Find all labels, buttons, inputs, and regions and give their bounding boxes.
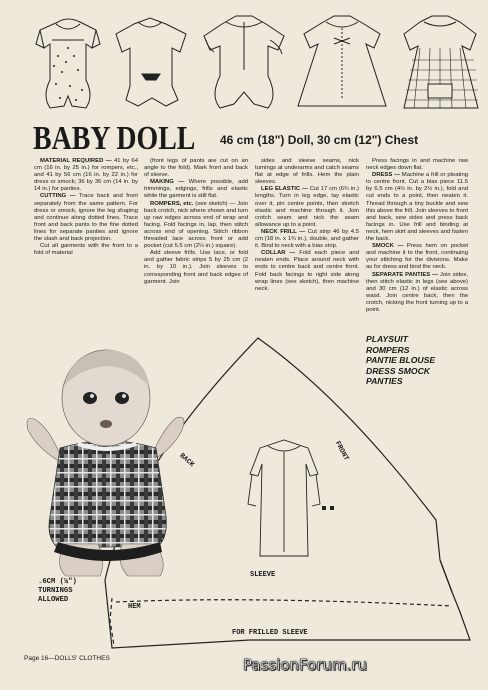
instruction-text: Press hem on pocket and machine it to the front, continuing your stitching for the divisions. Make as for dress and bind the neck. (366, 243, 468, 271)
project-item: DRESS SMOCK (366, 365, 430, 376)
garment-sketches (0, 0, 488, 120)
instruction-paragraph (144, 179, 248, 200)
turnings-note (38, 578, 77, 605)
article-subtitle: 46 cm (18") Doll, 30 cm (12") Chest (220, 133, 419, 147)
instruction-text: Add sleeve frills. Use lace, or fold and gather fabric strips 5 by 25 cm (2 in. by 10 in.). Join sleeves to corresponding front and back edges of garment. Join (144, 250, 248, 285)
instruction-paragraph (34, 193, 138, 243)
instruction-paragraph (144, 201, 248, 251)
turnings-line: .6CM (¼") (38, 578, 77, 586)
project-item: PANTIES (366, 376, 403, 386)
instruction-paragraph (255, 229, 359, 250)
instruction-heading: SMOCK — (372, 243, 404, 250)
project-item: PLAYSUIT (366, 334, 408, 344)
article-title: BABY DOLL (33, 120, 196, 157)
sketch-dress (298, 16, 386, 106)
instruction-text: Fold each piece and neaten ends. Place around neck with ends to centre back and centre front. Fold back facings to right side along wrap lines (see sketch), then machine neck. (255, 250, 359, 292)
instruction-paragraph (366, 158, 468, 172)
instruction-text: Join sides, then stitch elastic in legs (see above) and 30 cm (12 in.) of elastic across waist. Join centre back, then the crotch, nicking the front turning up to a point. (366, 271, 468, 313)
instruction-paragraph (366, 172, 468, 243)
instruction-heading: MATERIAL REQUIRED — (40, 158, 112, 164)
instruction-text: Press facings in and machine raw neck edges down flat. (366, 158, 468, 172)
instructions-column-3 (255, 158, 359, 293)
instruction-heading: LEG ELASTIC — (261, 186, 308, 193)
instruction-text: Trace back and front separately from the same pattern. For dress or smock, ignore the leg shaping and continue along dotted lines. Trace front and back pants to the fine dotted lines for separate panties and ignore the slash and back projection. (34, 193, 138, 243)
label-hem: HEM (128, 603, 141, 611)
watermark: PassionForum.ru (243, 656, 368, 674)
label-frilled-sleeve: FOR FRILLED SLEEVE (232, 629, 308, 637)
instruction-heading: COLLAR — (261, 250, 296, 257)
instruction-text: Cut 17 cm (6¾ in.) lengths. Turn in leg edge, lay elastic over it, pin centre points, then stretch elastic and machine through it. Join crotch seam and nick the seam allowance up to a point. (255, 186, 359, 228)
notch-marks (322, 506, 334, 510)
project-item: ROMPERS (366, 344, 410, 355)
instruction-paragraph (144, 158, 248, 179)
turnings-line: ALLOWED (38, 596, 69, 604)
instruction-heading: NECK FRILL — (261, 228, 306, 235)
instruction-heading: MAKING — (150, 179, 185, 186)
instructions-column-4 (366, 158, 468, 314)
doll-photo (18, 338, 198, 578)
instruction-heading: ROMPERS, etc. (150, 200, 194, 207)
project-item: PANTIE BLOUSE (366, 355, 436, 365)
instruction-text: Where possible, add trimmings, edgings, frills and elastic while the garment is still flat. (144, 179, 248, 200)
instruction-paragraph (366, 272, 468, 315)
project-list (366, 334, 435, 387)
instruction-text: Cut all garments with the front to a fold of material (34, 243, 138, 257)
label-sleeve: SLEEVE (250, 571, 276, 579)
instruction-paragraph (34, 158, 138, 193)
instruction-paragraph (144, 250, 248, 285)
instruction-text: (see sketch) — Join back crotch, nick where shown and turn up raw edges across end of wrap and facing. Fold facings in, lap, then stitch across end of opening. Stitch ribbon threaded lace across front or add pocket (cut 5.5 cm (2¼ in.) square). (144, 200, 248, 250)
instruction-heading: CUTTING — (40, 193, 76, 200)
instructions (34, 158, 468, 338)
instructions-column-2 (144, 158, 248, 286)
instruction-text: Cut strip 46 by 4.5 cm (18 in. x 1¾ in.), double, and gather it. Bind to neck with a bias strip. (255, 228, 359, 250)
instruction-text: Machine a frill or pleating to centre front. Cut a bias piece 11.5 by 6.5 cm (4½ in. by 2½ in.), fold and cut ends to a point, then neaten it. Thread through a tiny buckle and sew this above the frill. Join sleeves to front and back, sew sides and press back facings in. Use frill and binding at neck, hem skirt and sleeves and fasten the back. (366, 172, 468, 243)
instruction-heading: DRESS — (372, 172, 400, 179)
instructions-column-1 (34, 158, 138, 257)
sketch-dotted-romper (36, 19, 100, 108)
instruction-paragraph (255, 250, 359, 293)
sketch-collar-romper (116, 18, 186, 106)
instruction-paragraph (34, 243, 138, 257)
sketch-rompers-mini (248, 440, 320, 556)
label-back: BACK (177, 452, 196, 470)
sketch-check-smock (404, 16, 478, 108)
page-footer: Page 16—DOLLS' CLOTHES (24, 655, 110, 662)
instruction-text: sides and sleeve seams, nick turnings at underarms and catch seams flat at edge of frills. Hem the plain sleeves. (255, 158, 359, 186)
turnings-line: TURNINGS (38, 587, 73, 595)
instruction-heading: SEPARATE PANTIES — (372, 271, 438, 278)
label-front: FRONT (332, 440, 350, 463)
sketch-pantie-blouse (204, 16, 284, 108)
article-header (33, 120, 473, 160)
instruction-paragraph (255, 158, 359, 186)
instruction-paragraph (366, 243, 468, 271)
instruction-text: (front legs of pants are cut on an angle to the fold). Mark front and back of sleeve. (144, 158, 248, 179)
instruction-paragraph (255, 186, 359, 229)
instruction-text: 41 by 64 cm (16 in. by 25 in.) for rompers, etc., and 41 by 56 cm (16 in. by 22 in.) for dress or smock; 36 by 36 cm (14 in. by 14 in.) for panties. (34, 158, 138, 193)
